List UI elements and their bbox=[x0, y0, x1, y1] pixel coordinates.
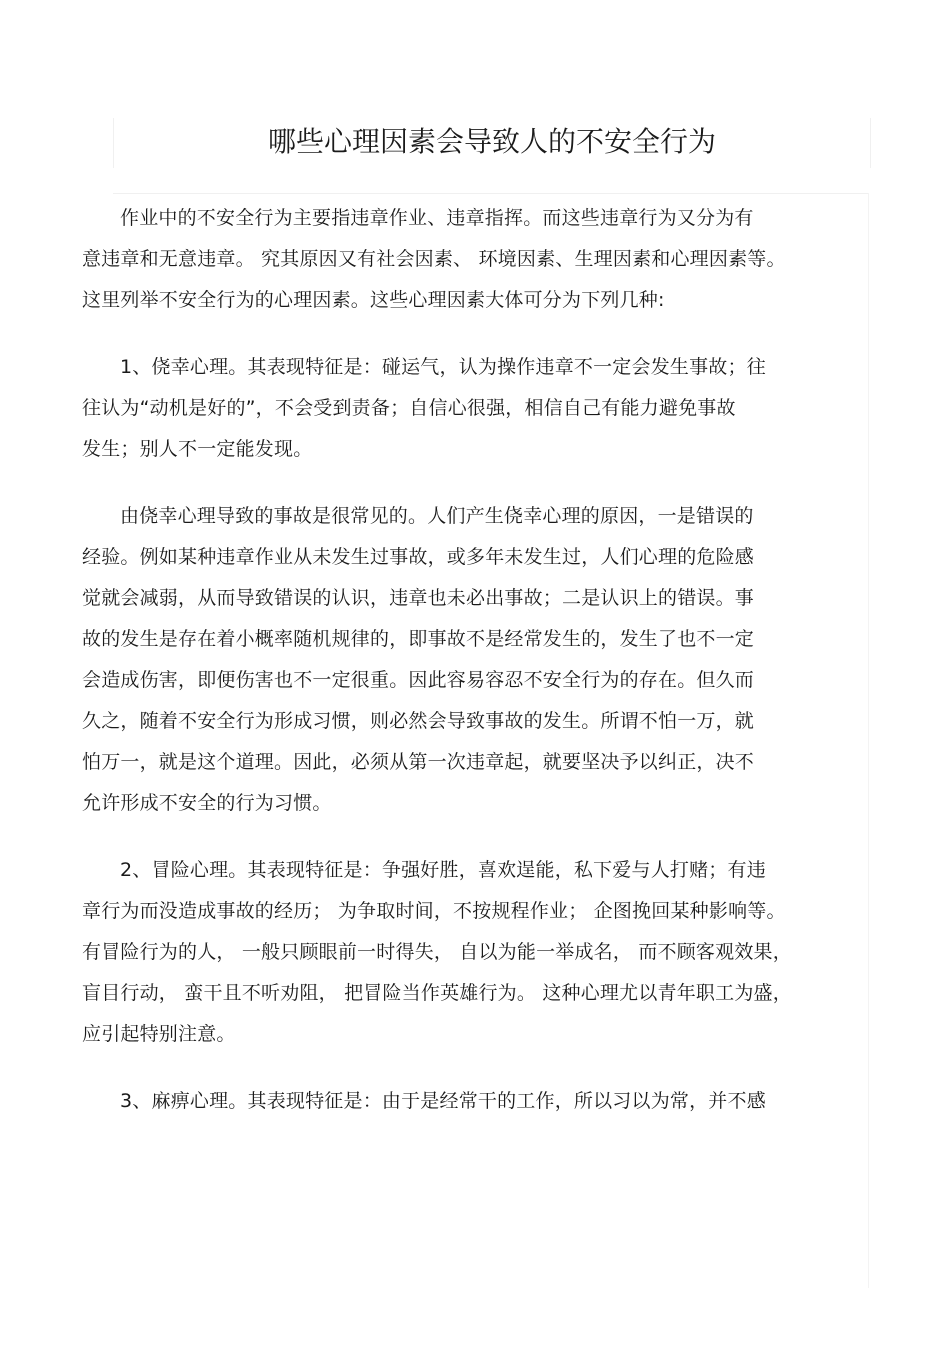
text-line: 章行为而没造成事故的经历； 为争取时间，不按规程作业； 企图挽回某种影响等。 bbox=[82, 900, 786, 922]
text-line: 作业中的不安全行为主要指违章作业、违章指挥。而这些违章行为又分为有 bbox=[120, 207, 754, 229]
paragraph-numbness-mentality bbox=[82, 1081, 852, 1122]
document-body bbox=[82, 198, 852, 1148]
title-box bbox=[113, 118, 871, 168]
text-line: 觉就会减弱，从而导致错误的认识，违章也未必出事故；二是认识上的错误。事 bbox=[82, 587, 755, 609]
paragraph-luck-mentality bbox=[82, 347, 852, 470]
paragraph-risk-mentality bbox=[82, 850, 852, 1055]
text-line: 意违章和无意违章。 究其原因又有社会因素、 环境因素、生理因素和心理因素等。 bbox=[82, 248, 786, 270]
title-divider bbox=[113, 193, 869, 194]
paragraph-intro bbox=[82, 198, 852, 321]
text-line: 这里列举不安全行为的心理因素。这些心理因素大体可分为下列几种: bbox=[82, 289, 665, 311]
page-title: 哪些心理因素会导致人的不安全行为 bbox=[267, 125, 716, 158]
text-line: 由侥幸心理导致的事故是很常见的。人们产生侥幸心理的原因，一是错误的 bbox=[120, 505, 754, 527]
text-line: 会造成伤害，即便伤害也不一定很重。因此容易容忍不安全行为的存在。但久而 bbox=[82, 669, 755, 691]
text-line: 久之，随着不安全行为形成习惯，则必然会导致事故的发生。所谓不怕一万，就 bbox=[82, 710, 755, 732]
text-line: 发生；别人不一定能发现。 bbox=[82, 438, 313, 460]
text-line: 故的发生是存在着小概率随机规律的，即事故不是经常发生的，发生了也不一定 bbox=[82, 628, 755, 650]
paragraph-luck-causes bbox=[82, 496, 852, 824]
text-line: 往认为“动机是好的”，不会受到责备；自信心很强，相信自己有能力避免事故 bbox=[82, 397, 736, 419]
text-line: 经验。例如某种违章作业从未发生过事故，或多年未发生过，人们心理的危险感 bbox=[82, 546, 755, 568]
text-line: 怕万一，就是这个道理。因此，必须从第一次违章起，就要坚决予以纠正，决不 bbox=[82, 751, 755, 773]
text-line: 2、冒险心理。其表现特征是：争强好胜，喜欢逞能，私下爱与人打赌；有违 bbox=[120, 859, 766, 881]
text-line: 3、麻痹心理。其表现特征是：由于是经常干的工作，所以习以为常，并不感 bbox=[120, 1090, 766, 1112]
text-line: 有冒险行为的人， 一般只顾眼前一时得失， 自以为能一举成名， 而不顾客观效果， bbox=[82, 941, 792, 963]
text-line: 应引起特别注意。 bbox=[82, 1023, 236, 1045]
text-line: 1、侥幸心理。其表现特征是：碰运气，认为操作违章不一定会发生事故；往 bbox=[120, 356, 766, 378]
right-margin-line bbox=[868, 193, 869, 1288]
text-line: 允许形成不安全的行为习惯。 bbox=[82, 792, 332, 814]
text-line: 盲目行动， 蛮干且不听劝阻， 把冒险当作英雄行为。 这种心理尤以青年职工为盛， bbox=[82, 982, 792, 1004]
